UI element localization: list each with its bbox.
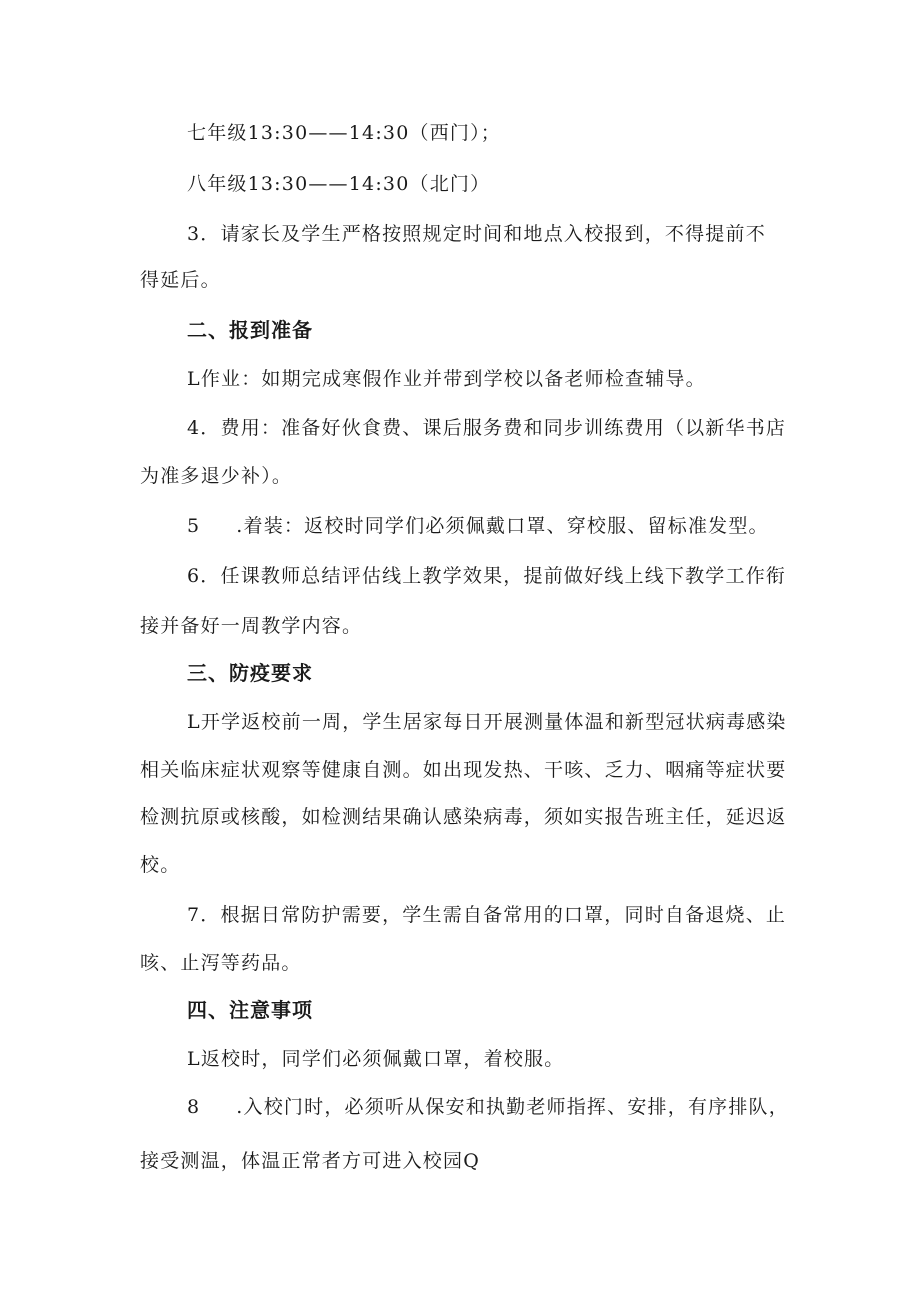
paragraph-8-line-2: 接受测温，体温正常者方可进入校园Q bbox=[140, 1150, 480, 1172]
schedule-grade-8: 八年级13:30——14:30（北门） bbox=[187, 173, 491, 195]
paragraph-8-number: 8 bbox=[187, 1096, 201, 1118]
paragraph-homework: L作业：如期完成寒假作业并带到学校以备老师检查辅导。 bbox=[187, 368, 706, 390]
paragraph-pre-return-line-1: L开学返校前一周，学生居家每日开展测量体温和新型冠状病毒感染 bbox=[187, 711, 787, 733]
paragraph-7-line-2: 咳、止泻等药品。 bbox=[140, 952, 302, 974]
section-heading-3: 三、防疫要求 bbox=[187, 661, 313, 685]
paragraph-8-line-1 bbox=[187, 1095, 800, 1119]
paragraph-7-line-1: 7．根据日常防护需要，学生需自备常用的口罩，同时自备退烧、止 bbox=[187, 904, 787, 926]
paragraph-5-text: .着装：返校时同学们必须佩戴口罩、穿校服、留标准发型。 bbox=[236, 515, 769, 537]
paragraph-pre-return-line-3: 检测抗原或核酸，如检测结果确认感染病毒，须如实报告班主任，延迟返 bbox=[140, 806, 787, 828]
paragraph-4-line-1: 4．费用：准备好伙食费、课后服务费和同步训练费用（以新华书店 bbox=[187, 417, 787, 439]
paragraph-5 bbox=[187, 514, 800, 538]
section-heading-4: 四、注意事项 bbox=[187, 998, 313, 1022]
paragraph-5-number: 5 bbox=[187, 515, 201, 537]
paragraph-pre-return-line-4: 校。 bbox=[140, 854, 181, 876]
paragraph-6-line-1: 6．任课教师总结评估线上教学效果，提前做好线上线下教学工作衔 bbox=[187, 565, 787, 587]
paragraph-3-line-2: 得延后。 bbox=[140, 269, 221, 291]
paragraph-return-attire: L返校时，同学们必须佩戴口罩，着校服。 bbox=[187, 1048, 565, 1070]
paragraph-6-line-2: 接并备好一周教学内容。 bbox=[140, 615, 363, 637]
paragraph-4-line-2: 为准多退少补）。 bbox=[140, 465, 293, 487]
paragraph-pre-return-line-2: 相关临床症状观察等健康自测。如出现发热、干咳、乏力、咽痛等症状要 bbox=[140, 759, 787, 781]
schedule-grade-7: 七年级13:30——14:30（西门）； bbox=[187, 122, 502, 144]
paragraph-8-text: .入校门时，必须听从保安和执勤老师指挥、安排，有序排队， bbox=[236, 1096, 789, 1118]
paragraph-3-line-1: 3．请家长及学生严格按照规定时间和地点入校报到，不得提前不 bbox=[187, 223, 766, 245]
section-heading-2: 二、报到准备 bbox=[187, 318, 313, 342]
